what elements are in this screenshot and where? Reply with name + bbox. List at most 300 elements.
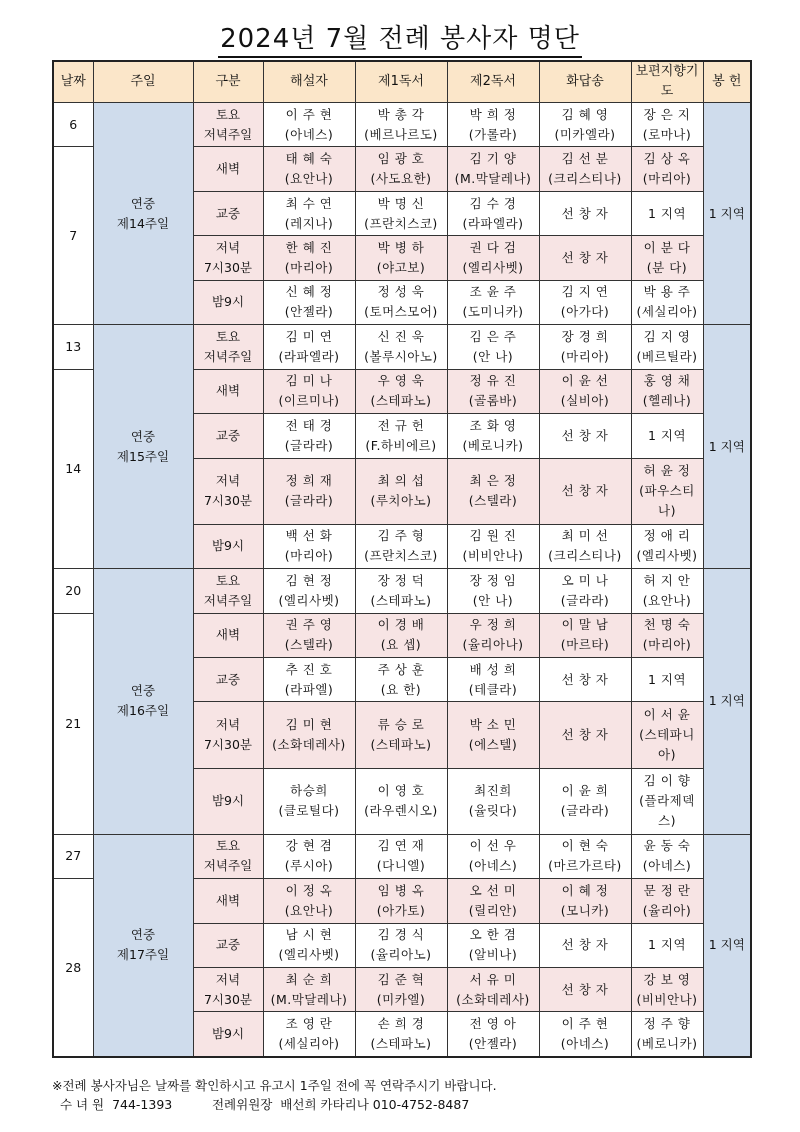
offertory-cell: 1 지역 bbox=[703, 103, 751, 325]
volunteer-name: 주 상 훈 bbox=[377, 661, 425, 677]
baptismal-name: (레지나) bbox=[284, 215, 334, 231]
header-date: 날짜 bbox=[53, 61, 93, 103]
role-cell bbox=[539, 657, 631, 701]
baptismal-name: (실비아) bbox=[560, 393, 610, 409]
role-cell bbox=[447, 967, 539, 1011]
mass-type-cell: 저녁 7시30분 bbox=[193, 967, 263, 1011]
role-cell bbox=[447, 569, 539, 613]
volunteer-name: 하승희 bbox=[290, 783, 328, 799]
title-text: 2024년 7월 전례 봉사자 명단 bbox=[218, 24, 582, 58]
volunteer-name: 1 지역 bbox=[647, 671, 687, 687]
mass-type-cell: 토요 저녁주일 bbox=[193, 834, 263, 878]
role-cell bbox=[263, 834, 355, 878]
footer-line1: ※전례 봉사자님은 날짜를 확인하시고 유고시 1주일 전에 꼭 연락주시기 바랍니다. bbox=[52, 1078, 497, 1093]
role-cell bbox=[355, 613, 447, 657]
volunteer-name: 선 창 자 bbox=[561, 981, 609, 997]
volunteer-name: 오 미 나 bbox=[561, 572, 609, 588]
volunteer-name: 이 서 윤 bbox=[643, 706, 691, 722]
role-cell bbox=[447, 657, 539, 701]
volunteer-name: 이 현 숙 bbox=[561, 838, 609, 854]
mass-type-cell: 교중 bbox=[193, 191, 263, 235]
baptismal-name: (비비안나) bbox=[462, 548, 524, 564]
role-cell bbox=[539, 768, 631, 834]
baptismal-name: (릴리안) bbox=[468, 902, 518, 918]
baptismal-name: (엘리사벳) bbox=[636, 548, 698, 564]
header-row bbox=[53, 61, 751, 103]
volunteer-name: 권 주 영 bbox=[285, 617, 333, 633]
volunteer-name: 김 경 식 bbox=[377, 927, 425, 943]
role-cell bbox=[263, 414, 355, 458]
header-reading2: 제2독서 bbox=[447, 61, 539, 103]
volunteer-name: 김 주 형 bbox=[377, 528, 425, 544]
volunteer-name: 정 애 리 bbox=[643, 528, 691, 544]
volunteer-name: 선 창 자 bbox=[561, 205, 609, 221]
role-cell bbox=[447, 702, 539, 768]
header-gubun: 구분 bbox=[193, 61, 263, 103]
volunteer-name: 조 윤 주 bbox=[469, 284, 517, 300]
volunteer-name: 남 시 현 bbox=[285, 927, 333, 943]
role-cell bbox=[539, 879, 631, 923]
volunteer-name: 한 혜 진 bbox=[285, 240, 333, 256]
date-cell: 28 bbox=[53, 879, 93, 1057]
baptismal-name: (로마나) bbox=[642, 126, 692, 142]
role-cell bbox=[631, 524, 703, 568]
baptismal-name: (글라라) bbox=[560, 592, 610, 608]
role-cell bbox=[631, 369, 703, 413]
volunteer-name: 김 지 연 bbox=[561, 284, 609, 300]
volunteer-name: 김 연 재 bbox=[377, 838, 425, 854]
role-cell bbox=[447, 280, 539, 324]
baptismal-name: (가롤라) bbox=[468, 126, 518, 142]
volunteer-name: 태 혜 숙 bbox=[285, 151, 333, 167]
baptismal-name: (분 다) bbox=[646, 260, 688, 276]
role-cell bbox=[355, 147, 447, 191]
baptismal-name: (이르미나) bbox=[278, 393, 340, 409]
role-cell bbox=[263, 369, 355, 413]
role-cell bbox=[539, 524, 631, 568]
role-cell bbox=[355, 702, 447, 768]
baptismal-name: (다니엘) bbox=[376, 858, 426, 874]
header-commentator: 해설자 bbox=[263, 61, 355, 103]
role-cell bbox=[355, 768, 447, 834]
volunteer-name: 신 혜 정 bbox=[285, 284, 333, 300]
mass-type-cell: 저녁 7시30분 bbox=[193, 236, 263, 280]
volunteer-name: 우 정 희 bbox=[469, 617, 517, 633]
volunteer-name: 강 보 영 bbox=[643, 971, 691, 987]
volunteer-name: 최 수 연 bbox=[285, 195, 333, 211]
baptismal-name: (글라라) bbox=[284, 493, 334, 509]
role-cell bbox=[539, 967, 631, 1011]
role-cell bbox=[631, 967, 703, 1011]
mass-type-cell: 교중 bbox=[193, 657, 263, 701]
role-cell bbox=[539, 414, 631, 458]
volunteer-name: 윤 동 숙 bbox=[643, 838, 691, 854]
role-cell bbox=[355, 103, 447, 147]
baptismal-name: (율리아노) bbox=[370, 947, 432, 963]
baptismal-name: (에스텔) bbox=[468, 736, 518, 752]
role-cell bbox=[263, 236, 355, 280]
volunteer-name: 선 창 자 bbox=[561, 483, 609, 499]
role-cell bbox=[631, 702, 703, 768]
role-cell bbox=[631, 569, 703, 613]
mass-type-cell: 새벽 bbox=[193, 369, 263, 413]
volunteer-name: 오 선 미 bbox=[469, 882, 517, 898]
volunteer-name: 이 경 배 bbox=[377, 617, 425, 633]
baptismal-name: (F.하비에르) bbox=[365, 437, 437, 453]
baptismal-name: (안젤라) bbox=[284, 304, 334, 320]
role-cell bbox=[355, 657, 447, 701]
volunteer-name: 추 진 호 bbox=[285, 661, 333, 677]
role-cell bbox=[631, 414, 703, 458]
role-cell bbox=[447, 236, 539, 280]
role-cell bbox=[631, 657, 703, 701]
volunteer-name: 전 규 헌 bbox=[377, 417, 425, 433]
volunteer-name: 장 정 덕 bbox=[377, 572, 425, 588]
volunteer-name: 최 의 섭 bbox=[377, 473, 425, 489]
volunteer-name: 전 태 경 bbox=[285, 417, 333, 433]
role-cell bbox=[355, 325, 447, 369]
baptismal-name: (마리아) bbox=[560, 348, 610, 364]
baptismal-name: (루시아) bbox=[284, 858, 334, 874]
volunteer-name: 이 선 우 bbox=[469, 838, 517, 854]
baptismal-name: (클로틸다) bbox=[278, 803, 340, 819]
role-cell bbox=[355, 236, 447, 280]
role-cell bbox=[263, 768, 355, 834]
baptismal-name: (마르타) bbox=[560, 637, 610, 653]
baptismal-name: (율리아나) bbox=[462, 637, 524, 653]
baptismal-name: (율릿다) bbox=[468, 803, 518, 819]
role-cell bbox=[355, 834, 447, 878]
baptismal-name: (아네스) bbox=[468, 858, 518, 874]
volunteer-name: 이 주 현 bbox=[285, 106, 333, 122]
baptismal-name: (마르가르타) bbox=[548, 858, 622, 874]
baptismal-name: (아네스) bbox=[560, 1036, 610, 1052]
baptismal-name: (미카엘라) bbox=[554, 126, 616, 142]
baptismal-name: (율리아) bbox=[642, 902, 692, 918]
role-cell bbox=[631, 325, 703, 369]
baptismal-name: (베로니카) bbox=[462, 437, 524, 453]
baptismal-name: (라파엘라) bbox=[278, 348, 340, 364]
role-cell bbox=[447, 325, 539, 369]
volunteer-name: 홍 영 채 bbox=[643, 373, 691, 389]
baptismal-name: (글라라) bbox=[284, 437, 334, 453]
week-cell: 연중 제16주일 bbox=[93, 569, 193, 835]
baptismal-name: (아네스) bbox=[642, 858, 692, 874]
volunteer-name: 허 지 안 bbox=[643, 572, 691, 588]
role-cell bbox=[539, 923, 631, 967]
volunteer-name: 박 소 민 bbox=[469, 716, 517, 732]
baptismal-name: (스테파노) bbox=[370, 1036, 432, 1052]
role-cell bbox=[539, 103, 631, 147]
mass-type-cell: 밤9시 bbox=[193, 1012, 263, 1057]
role-cell bbox=[631, 458, 703, 524]
role-cell bbox=[539, 1012, 631, 1057]
baptismal-name: (라우렌시오) bbox=[364, 803, 438, 819]
roster-table bbox=[52, 60, 752, 1058]
volunteer-name: 박 용 주 bbox=[643, 284, 691, 300]
mass-type-cell: 밤9시 bbox=[193, 524, 263, 568]
volunteer-name: 이 영 호 bbox=[377, 783, 425, 799]
role-cell bbox=[263, 103, 355, 147]
volunteer-name: 김 미 현 bbox=[285, 716, 333, 732]
role-cell bbox=[539, 280, 631, 324]
volunteer-name: 박 병 하 bbox=[377, 240, 425, 256]
volunteer-name: 오 한 겸 bbox=[469, 927, 517, 943]
role-cell bbox=[631, 923, 703, 967]
date-cell: 7 bbox=[53, 147, 93, 325]
volunteer-name: 허 윤 정 bbox=[643, 463, 691, 479]
baptismal-name: (요 셉) bbox=[380, 637, 422, 653]
volunteer-name: 선 창 자 bbox=[561, 726, 609, 742]
mass-type-cell: 새벽 bbox=[193, 147, 263, 191]
baptismal-name: (아가다) bbox=[560, 304, 610, 320]
baptismal-name: (마리아) bbox=[642, 171, 692, 187]
volunteer-name: 김 수 경 bbox=[469, 195, 517, 211]
baptismal-name: (베르틸라) bbox=[636, 348, 698, 364]
role-cell bbox=[447, 1012, 539, 1057]
role-cell bbox=[355, 191, 447, 235]
volunteer-name: 1 지역 bbox=[647, 205, 687, 221]
role-cell bbox=[355, 569, 447, 613]
role-cell bbox=[631, 191, 703, 235]
baptismal-name: (아가토) bbox=[376, 902, 426, 918]
volunteer-name: 이 윤 희 bbox=[561, 783, 609, 799]
role-cell bbox=[263, 657, 355, 701]
baptismal-name: (프란치스코) bbox=[364, 548, 438, 564]
volunteer-name: 선 창 자 bbox=[561, 671, 609, 687]
volunteer-name: 우 영 욱 bbox=[377, 373, 425, 389]
role-cell bbox=[631, 236, 703, 280]
volunteer-name: 정 주 향 bbox=[643, 1016, 691, 1032]
baptismal-name: (사도요한) bbox=[370, 171, 432, 187]
role-cell bbox=[355, 524, 447, 568]
week-cell: 연중 제15주일 bbox=[93, 325, 193, 569]
volunteer-name: 최 미 선 bbox=[561, 528, 609, 544]
role-cell bbox=[447, 834, 539, 878]
baptismal-name: (프란치스코) bbox=[364, 215, 438, 231]
volunteer-name: 최진희 bbox=[474, 783, 512, 799]
baptismal-name: (스텔라) bbox=[284, 637, 334, 653]
role-cell bbox=[631, 147, 703, 191]
role-cell bbox=[447, 414, 539, 458]
date-cell: 13 bbox=[53, 325, 93, 369]
role-cell bbox=[355, 923, 447, 967]
role-cell bbox=[631, 834, 703, 878]
offertory-cell: 1 지역 bbox=[703, 325, 751, 569]
volunteer-name: 이 혜 정 bbox=[561, 882, 609, 898]
volunteer-name: 김 이 향 bbox=[643, 773, 691, 789]
table-row bbox=[53, 569, 751, 613]
role-cell bbox=[355, 1012, 447, 1057]
baptismal-name: (소화데레사) bbox=[272, 736, 346, 752]
mass-type-cell: 새벽 bbox=[193, 613, 263, 657]
baptismal-name: (M.막달레나) bbox=[454, 171, 532, 187]
volunteer-name: 선 창 자 bbox=[561, 427, 609, 443]
baptismal-name: (크리스티나) bbox=[548, 548, 622, 564]
volunteer-name: 이 윤 선 bbox=[561, 373, 609, 389]
baptismal-name: (알비나) bbox=[468, 947, 518, 963]
baptismal-name: (헬레나) bbox=[642, 393, 692, 409]
volunteer-name: 김 미 나 bbox=[285, 373, 333, 389]
role-cell bbox=[539, 569, 631, 613]
volunteer-name: 이 주 현 bbox=[561, 1016, 609, 1032]
baptismal-name: (스테파니아) bbox=[639, 726, 695, 762]
mass-type-cell: 토요 저녁주일 bbox=[193, 325, 263, 369]
role-cell bbox=[631, 1012, 703, 1057]
role-cell bbox=[539, 702, 631, 768]
role-cell bbox=[539, 458, 631, 524]
baptismal-name: (골롬바) bbox=[468, 393, 518, 409]
volunteer-name: 김 지 영 bbox=[643, 328, 691, 344]
volunteer-name: 김 상 옥 bbox=[643, 151, 691, 167]
baptismal-name: (세실리아) bbox=[278, 1036, 340, 1052]
baptismal-name: (크리스티나) bbox=[548, 171, 622, 187]
role-cell bbox=[631, 103, 703, 147]
role-cell bbox=[539, 147, 631, 191]
baptismal-name: (엘리사벳) bbox=[278, 592, 340, 608]
baptismal-name: (엘리사벳) bbox=[278, 947, 340, 963]
page-title bbox=[0, 18, 800, 55]
role-cell bbox=[263, 325, 355, 369]
baptismal-name: (마리아) bbox=[284, 548, 334, 564]
baptismal-name: (토머스모어) bbox=[364, 304, 438, 320]
table-row bbox=[53, 325, 751, 369]
baptismal-name: (미카엘) bbox=[376, 991, 426, 1007]
role-cell bbox=[355, 414, 447, 458]
role-cell bbox=[447, 768, 539, 834]
volunteer-name: 문 정 란 bbox=[643, 882, 691, 898]
baptismal-name: (세실리아) bbox=[636, 304, 698, 320]
role-cell bbox=[263, 524, 355, 568]
volunteer-name: 조 화 영 bbox=[469, 417, 517, 433]
baptismal-name: (엘리사벳) bbox=[462, 260, 524, 276]
baptismal-name: (루치아노) bbox=[370, 493, 432, 509]
baptismal-name: (비비안나) bbox=[636, 991, 698, 1007]
baptismal-name: (테클라) bbox=[468, 681, 518, 697]
table-row bbox=[53, 834, 751, 878]
baptismal-name: (안 나) bbox=[472, 592, 514, 608]
volunteer-name: 김 선 분 bbox=[561, 151, 609, 167]
baptismal-name: (글라라) bbox=[560, 803, 610, 819]
baptismal-name: (플라제덱스) bbox=[639, 793, 695, 829]
volunteer-name: 배 성 희 bbox=[469, 661, 517, 677]
volunteer-name: 김 현 정 bbox=[285, 572, 333, 588]
role-cell bbox=[539, 834, 631, 878]
week-cell: 연중 제14주일 bbox=[93, 103, 193, 325]
baptismal-name: (베로니카) bbox=[636, 1036, 698, 1052]
footer-line2: 수 녀 원 744-1393 전례위원장 배선희 카타리나 010-4752-8487 bbox=[52, 1097, 470, 1112]
role-cell bbox=[263, 280, 355, 324]
role-cell bbox=[263, 1012, 355, 1057]
volunteer-name: 최 은 정 bbox=[469, 473, 517, 489]
baptismal-name: (요안나) bbox=[642, 592, 692, 608]
role-cell bbox=[631, 280, 703, 324]
header-week: 주일 bbox=[93, 61, 193, 103]
date-cell: 6 bbox=[53, 103, 93, 147]
header-psalm: 화답송 bbox=[539, 61, 631, 103]
volunteer-name: 이 말 남 bbox=[561, 617, 609, 633]
baptismal-name: (안젤라) bbox=[468, 1036, 518, 1052]
role-cell bbox=[355, 369, 447, 413]
baptismal-name: (스테파노) bbox=[370, 736, 432, 752]
volunteer-name: 이 분 다 bbox=[643, 240, 691, 256]
role-cell bbox=[263, 569, 355, 613]
volunteer-name: 조 영 란 bbox=[285, 1016, 333, 1032]
baptismal-name: (M.막달레나) bbox=[270, 991, 348, 1007]
baptismal-name: (파우스티나) bbox=[639, 483, 695, 519]
volunteer-name: 장 은 지 bbox=[643, 106, 691, 122]
role-cell bbox=[355, 458, 447, 524]
baptismal-name: (마리아) bbox=[284, 260, 334, 276]
volunteer-name: 백 선 화 bbox=[285, 528, 333, 544]
week-cell: 연중 제17주일 bbox=[93, 834, 193, 1057]
mass-type-cell: 교중 bbox=[193, 923, 263, 967]
volunteer-name: 천 명 숙 bbox=[643, 617, 691, 633]
volunteer-name: 신 진 욱 bbox=[377, 328, 425, 344]
volunteer-name: 임 병 옥 bbox=[377, 882, 425, 898]
baptismal-name: (모니카) bbox=[560, 902, 610, 918]
role-cell bbox=[263, 147, 355, 191]
role-cell bbox=[447, 458, 539, 524]
baptismal-name: (요안나) bbox=[284, 902, 334, 918]
volunteer-name: 강 현 겸 bbox=[285, 838, 333, 854]
header-reading1: 제1독서 bbox=[355, 61, 447, 103]
role-cell bbox=[539, 369, 631, 413]
role-cell bbox=[631, 879, 703, 923]
baptismal-name: (라파엘라) bbox=[462, 215, 524, 231]
baptismal-name: (스테파노) bbox=[370, 592, 432, 608]
baptismal-name: (볼루시아노) bbox=[364, 348, 438, 364]
role-cell bbox=[539, 191, 631, 235]
volunteer-name: 서 유 미 bbox=[469, 971, 517, 987]
footer-note bbox=[52, 1076, 497, 1114]
offertory-cell: 1 지역 bbox=[703, 569, 751, 835]
mass-type-cell: 토요 저녁주일 bbox=[193, 569, 263, 613]
volunteer-name: 박 총 각 bbox=[377, 106, 425, 122]
baptismal-name: (마리아) bbox=[642, 637, 692, 653]
volunteer-name: 정 유 진 bbox=[469, 373, 517, 389]
baptismal-name: (스텔라) bbox=[468, 493, 518, 509]
volunteer-name: 장 정 임 bbox=[469, 572, 517, 588]
mass-type-cell: 밤9시 bbox=[193, 768, 263, 834]
offertory-cell: 1 지역 bbox=[703, 834, 751, 1057]
volunteer-name: 류 승 로 bbox=[377, 716, 425, 732]
date-cell: 21 bbox=[53, 613, 93, 834]
baptismal-name: (요 한) bbox=[380, 681, 422, 697]
role-cell bbox=[539, 613, 631, 657]
volunteer-name: 1 지역 bbox=[647, 937, 687, 953]
volunteer-name: 장 경 희 bbox=[561, 328, 609, 344]
role-cell bbox=[631, 768, 703, 834]
header-offertory: 봉 헌 bbox=[703, 61, 751, 103]
volunteer-name: 김 원 진 bbox=[469, 528, 517, 544]
role-cell bbox=[263, 967, 355, 1011]
header-prayer: 보편지향기도 bbox=[631, 61, 703, 103]
mass-type-cell: 저녁 7시30분 bbox=[193, 702, 263, 768]
mass-type-cell: 교중 bbox=[193, 414, 263, 458]
baptismal-name: (안 나) bbox=[472, 348, 514, 364]
volunteer-name: 1 지역 bbox=[647, 427, 687, 443]
role-cell bbox=[355, 879, 447, 923]
volunteer-name: 김 은 주 bbox=[469, 328, 517, 344]
role-cell bbox=[447, 191, 539, 235]
mass-type-cell: 새벽 bbox=[193, 879, 263, 923]
date-cell: 27 bbox=[53, 834, 93, 878]
mass-type-cell: 토요 저녁주일 bbox=[193, 103, 263, 147]
role-cell bbox=[539, 236, 631, 280]
volunteer-name: 이 정 옥 bbox=[285, 882, 333, 898]
role-cell bbox=[263, 923, 355, 967]
